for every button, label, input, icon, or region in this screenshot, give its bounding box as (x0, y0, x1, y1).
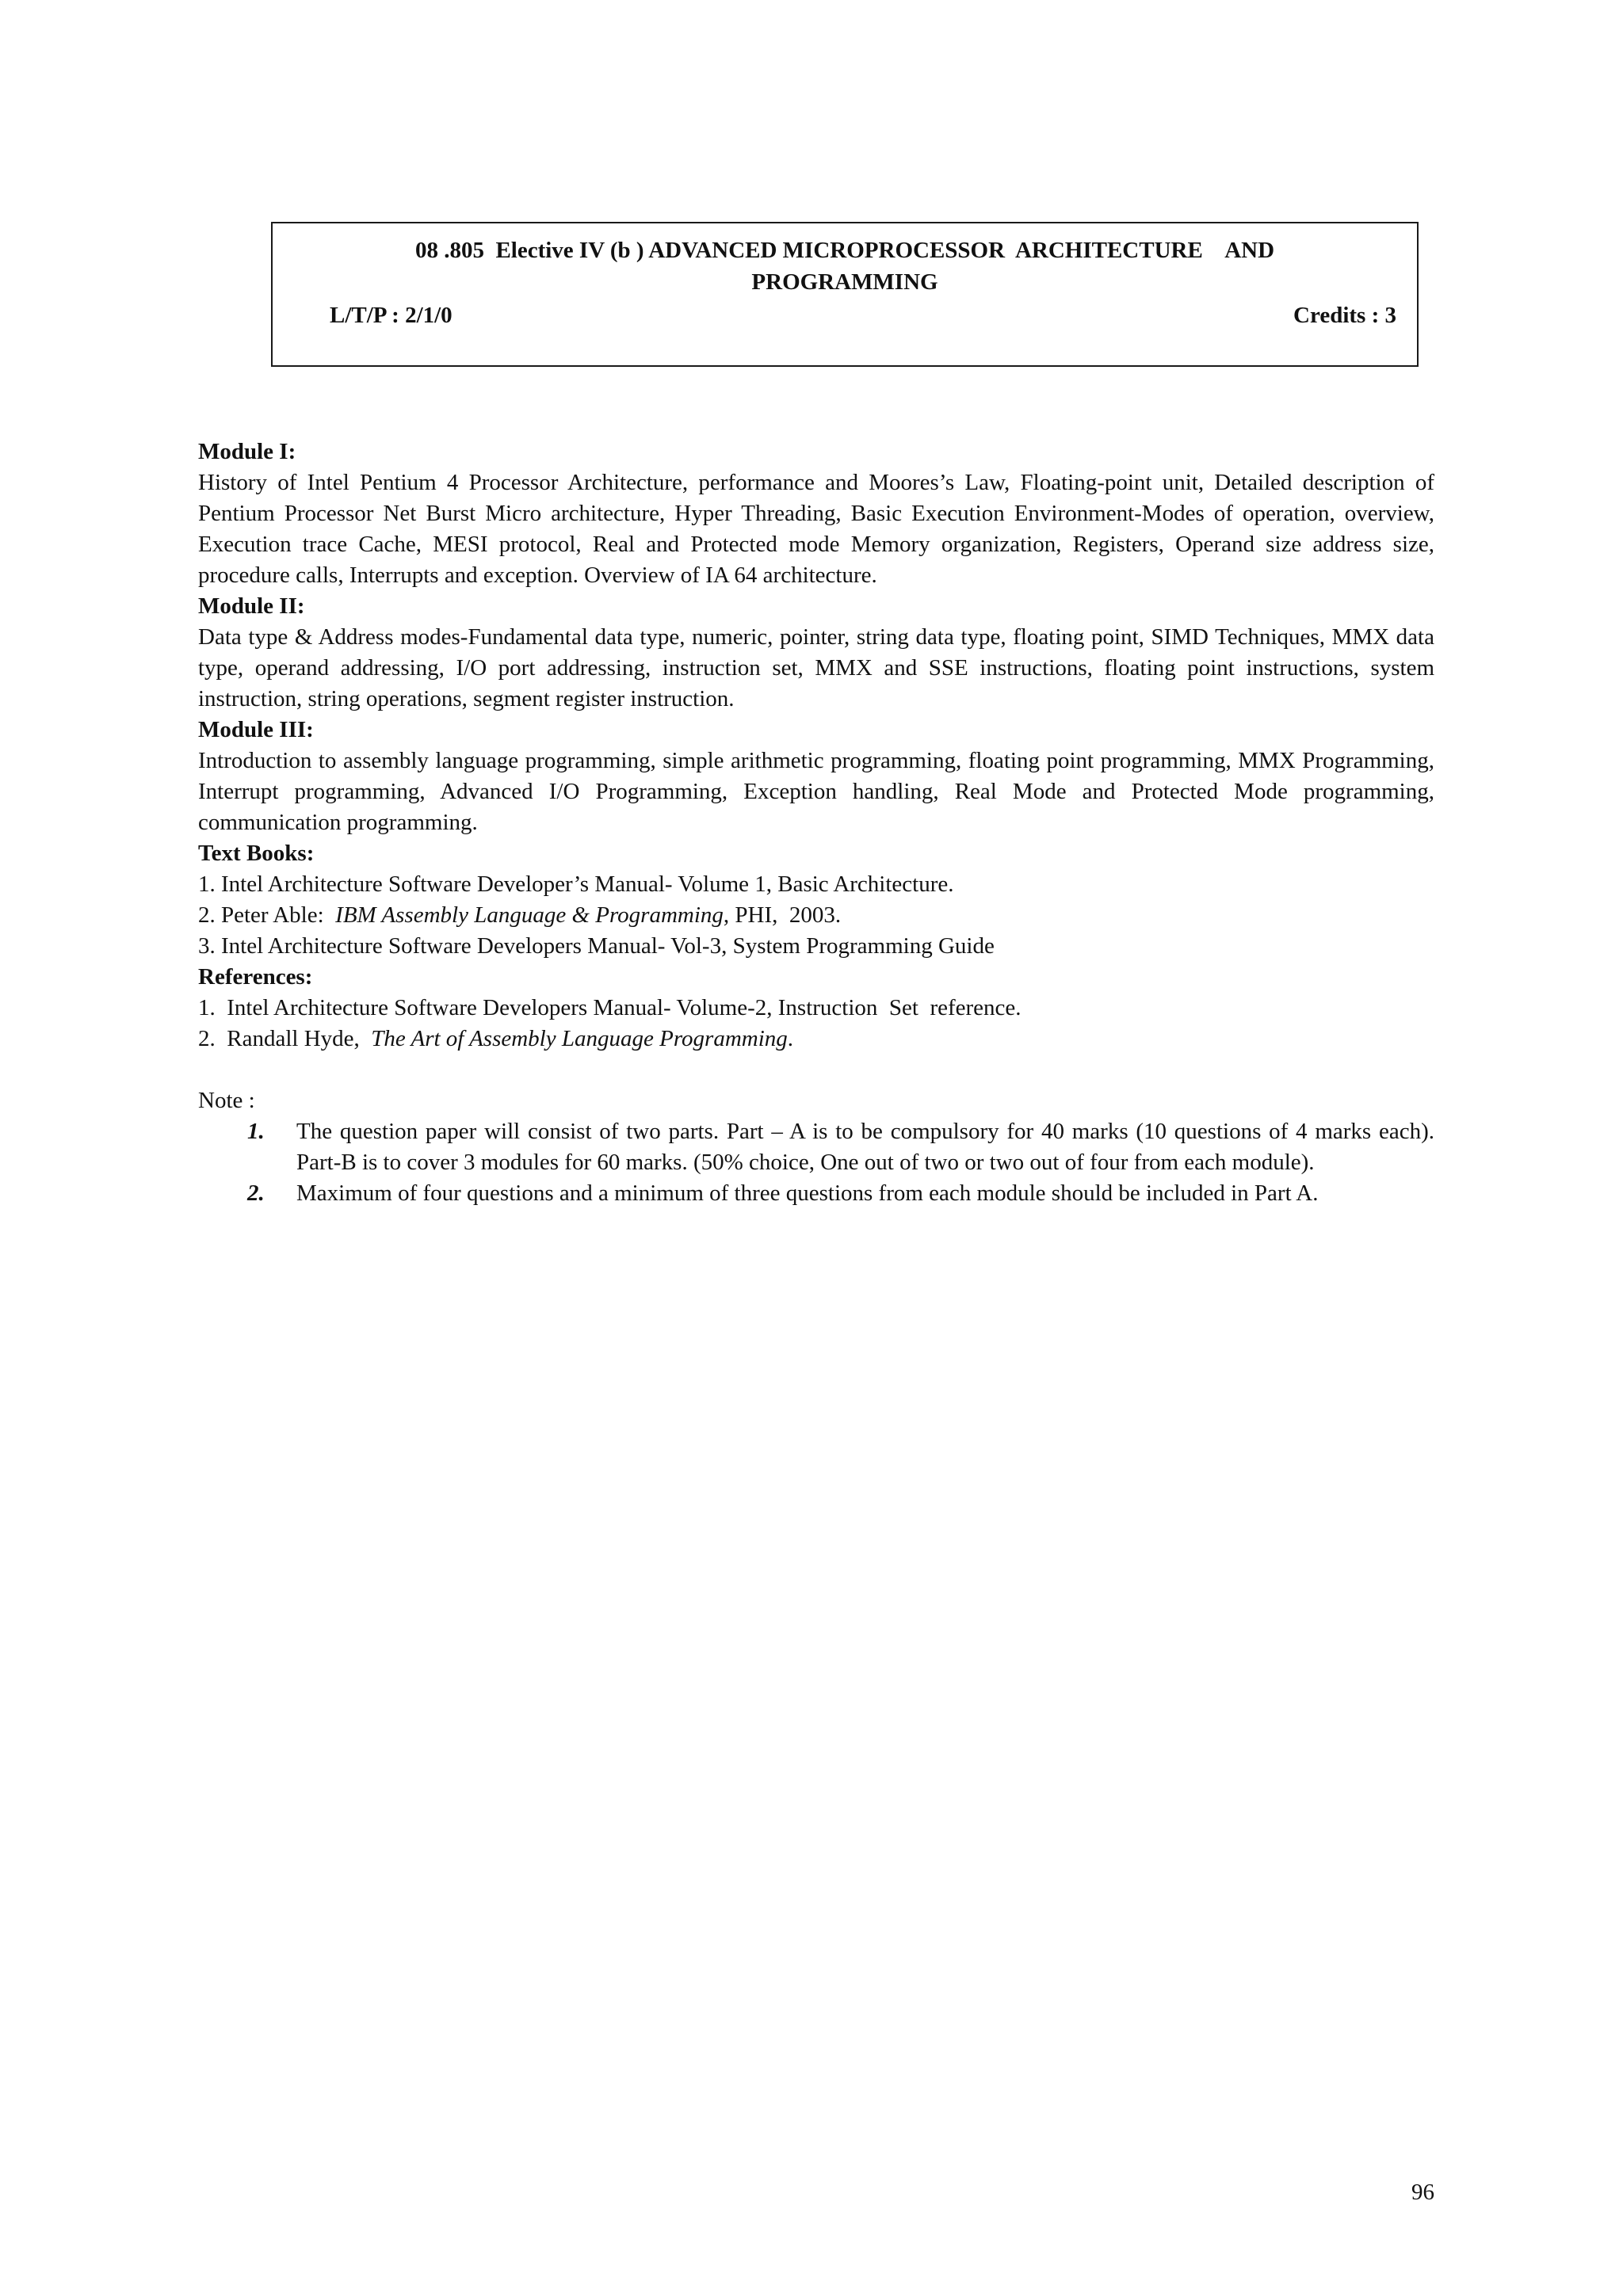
text-book-item-3: 3. Intel Architecture Software Developers Manual- Vol-3, System Programming Guide (198, 933, 995, 959)
module-1-heading: Module I: (198, 439, 296, 464)
text-book-item-2-title: IBM Assembly Language & Programming (335, 902, 724, 928)
note-item-1 (198, 1116, 1434, 1178)
note-item-2 (198, 1178, 1434, 1209)
course-title-line-1: 08 .805 Elective IV (b ) ADVANCED MICROPROCESSOR ARCHITECTURE AND (414, 238, 1275, 263)
text-book-item-2-suffix: , PHI, 2003. (723, 902, 842, 928)
note-item-1-text: The question paper will consist of two parts. Part – A is to be compulsory for 40 marks (10 questions of 4 marks each). Part-B is to cover 3 modules for 60 marks. (50% choice, One out of two or two out of four from each module). (296, 1119, 1434, 1175)
references-heading: References: (198, 964, 313, 990)
note-label: Note : (198, 1088, 255, 1113)
reference-item-1: 1. Intel Architecture Software Developers Manual- Volume-2, Instruction Set reference. (198, 995, 1022, 1020)
course-title (273, 235, 1417, 298)
ltp-label: L/T/P : 2/1/0 (330, 303, 453, 328)
reference-item-2-prefix: 2. Randall Hyde, (198, 1026, 372, 1051)
reference-item-2-title: The Art of Assembly Language Programming (371, 1026, 788, 1051)
note-item-2-number: 2. (247, 1180, 265, 1206)
credits-label: Credits : 3 (1293, 303, 1396, 328)
course-header-box (271, 222, 1419, 367)
module-3-heading: Module III: (198, 717, 314, 742)
note-item-2-text: Maximum of four questions and a minimum of three questions from each module should be included in Part A. (296, 1180, 1319, 1206)
text-book-item-2-prefix: 2. Peter Able: (198, 902, 336, 928)
module-1-text: History of Intel Pentium 4 Processor Architecture, performance and Moores’s Law, Floating-point unit, Detailed description of Pentium Processor Net Burst Micro architecture, Hyper Threading, Basic Execution Environment-Modes of operation, overview, Execution trace Cache, MESI protocol, Real and Protected mode Memory organization, Registers, Operand size address size, procedure calls, Interrupts and exception. Overview of IA 64 architecture. (198, 470, 1434, 588)
text-book-item-2 (198, 900, 1434, 931)
page-number: 96 (1411, 2180, 1434, 2205)
module-2-heading: Module II: (198, 593, 305, 619)
module-2-text: Data type & Address modes-Fundamental data type, numeric, pointer, string data type, floating point, SIMD Techniques, MMX data type, operand addressing, I/O port addressing, instruction set, MMX and SSE instructions, floating point instructions, system instruction, string operations, segment register instruction. (198, 624, 1434, 711)
syllabus-content (198, 437, 1434, 1209)
reference-item-2 (198, 1024, 1434, 1055)
text-books-heading: Text Books: (198, 841, 315, 866)
module-3-text: Introduction to assembly language programming, simple arithmetic programming, floating point programming, MMX Programming, Interrupt programming, Advanced I/O Programming, Exception handling, Real Mode and Protected Mode programming, communication programming. (198, 748, 1434, 835)
note-item-1-number: 1. (247, 1119, 265, 1144)
reference-item-2-suffix: . (787, 1026, 794, 1051)
course-title-line-2: PROGRAMMING (751, 269, 938, 295)
text-book-item-1: 1. Intel Architecture Software Developer’s Manual- Volume 1, Basic Architecture. (198, 871, 954, 897)
